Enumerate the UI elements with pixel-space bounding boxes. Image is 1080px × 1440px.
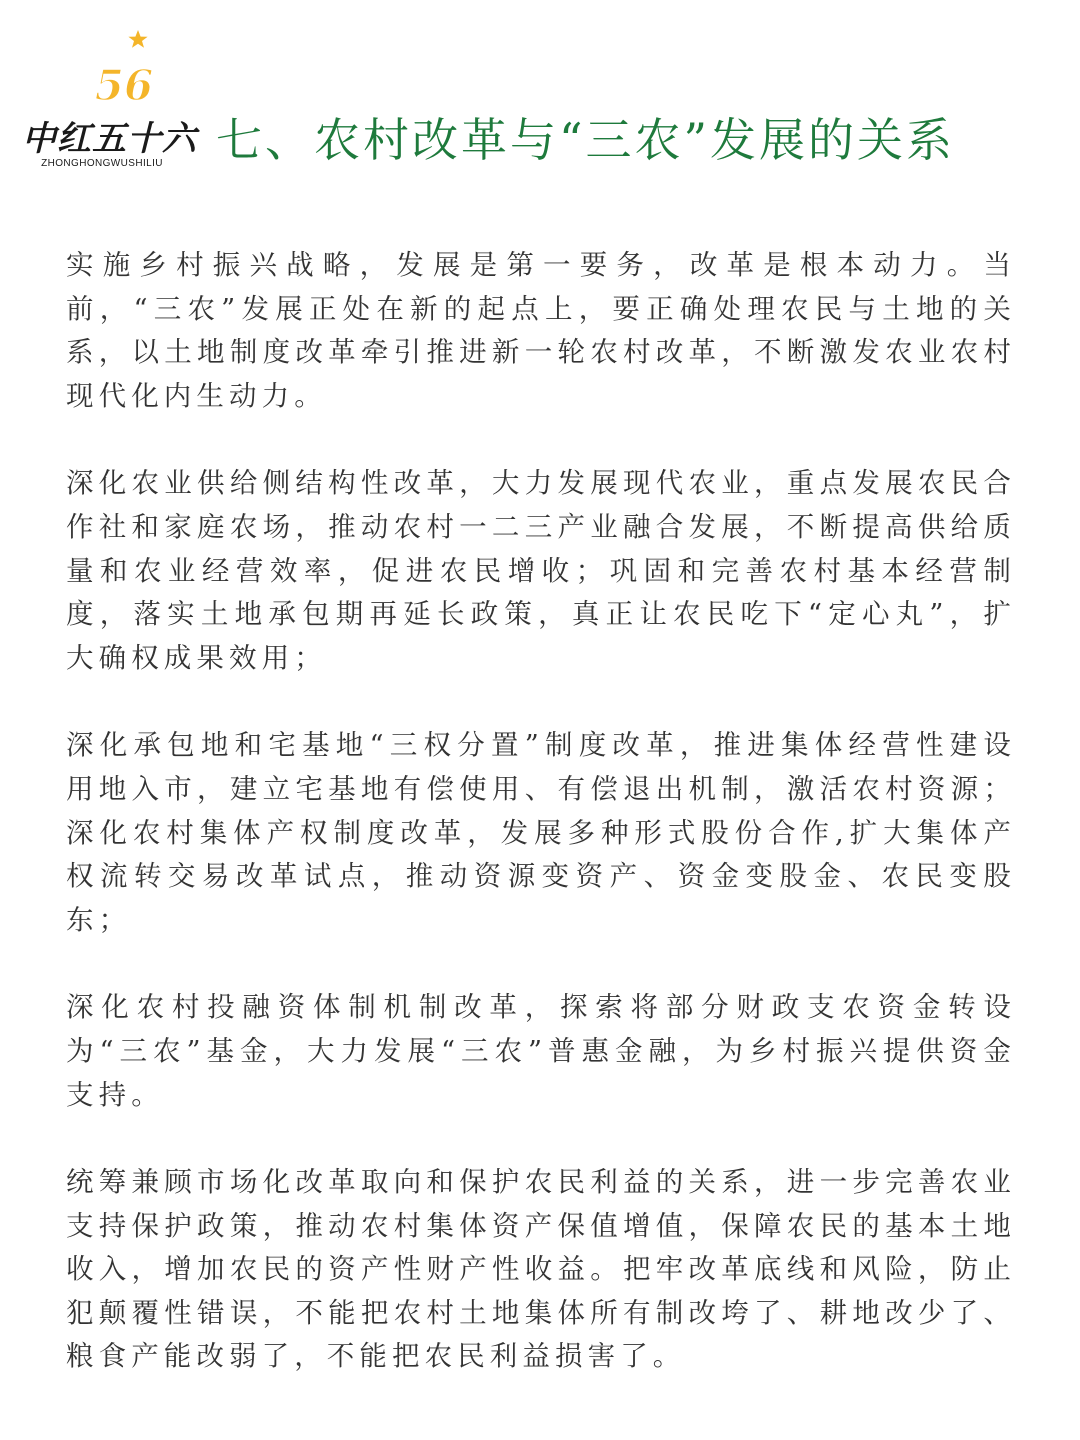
logo-name-cn: 中红五十六 [22,119,197,159]
paragraph-5: 统筹兼顾市场化改革取向和保护农民利益的关系，进一步完善农业支持保护政策，推动农村集体资产保值增值，保障农民的基本土地收入，增加农民的资产性财产性收益。把牢改革底线和风险，防止犯颠覆性错误，不能把农村土地集体所有制改垮了、耕地改少了、粮食产能改弱了，不能把农民利益损害了。 [66,1166,1016,1373]
logo [22,28,197,169]
logo-name-en: ZHONGHONGWUSHILIU [41,158,163,169]
logo-emblem-icon [50,28,170,118]
paragraph-3: 深化承包地和宅基地“三权分置”制度改革，推进集体经营性建设用地入市，建立宅基地有偿使用、有偿退出机制，激活农村资源；深化农村集体产权制度改革，发展多种形式股份合作,扩大集体产权流转交易改革试点，推动资源变资产、资金变股金、农民变股东； [66,729,1016,936]
paragraph-4: 深化农村投融资体制机制改革，探索将部分财政支农资金转设为“三农”基金，大力发展“三农”普惠金融，为乡村振兴提供资金支持。 [66,991,1016,1111]
paragraph-1: 实施乡村振兴战略，发展是第一要务，改革是根本动力。当前，“三农”发展正处在新的起点上，要正确处理农民与土地的关系，以土地制度改革牵引推进新一轮农村改革，不断激发农业农村现代化内生动力。 [66,249,1016,412]
paragraph-2: 深化农业供给侧结构性改革，大力发展现代农业，重点发展农民合作社和家庭农场，推动农村一二三产业融合发展，不断提高供给质量和农业经营效率，促进农民增收；巩固和完善农村基本经营制度，落实土地承包期再延长政策，真正让农民吃下“定心丸”，扩大确权成果效用； [66,467,1016,674]
logo-number: 56 [94,61,154,110]
page-title: 七、农村改革与“三农”发展的关系 [216,113,956,167]
article-body [66,244,1016,1423]
